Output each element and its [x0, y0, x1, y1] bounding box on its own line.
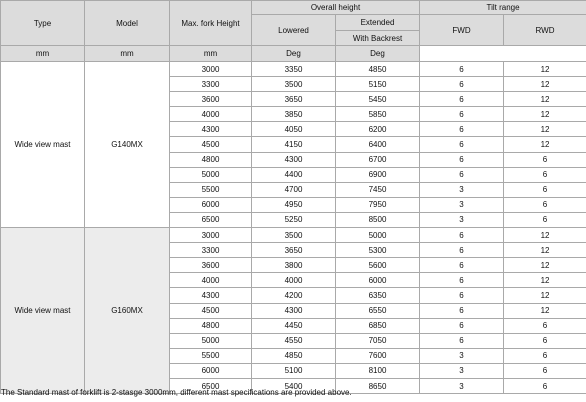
table-row — [1, 62, 586, 77]
cell-extended: 6900 — [336, 167, 420, 182]
cell-rwd: 12 — [504, 273, 586, 288]
cell-max-fork-height: 3300 — [170, 243, 252, 258]
cell-extended: 8500 — [336, 212, 420, 227]
cell-extended: 5000 — [336, 228, 420, 243]
cell-model: G140MX — [85, 62, 170, 228]
cell-rwd: 12 — [504, 243, 586, 258]
header-tilt-range: Tilt range — [420, 1, 586, 15]
cell-type: Wide view mast — [1, 228, 85, 394]
cell-extended: 6000 — [336, 273, 420, 288]
cell-max-fork-height: 3600 — [170, 258, 252, 273]
header-lowered: Lowered — [252, 15, 336, 46]
cell-max-fork-height: 5000 — [170, 167, 252, 182]
cell-max-fork-height: 4300 — [170, 288, 252, 303]
cell-rwd: 12 — [504, 62, 586, 77]
cell-fwd: 6 — [420, 137, 504, 152]
cell-fwd: 3 — [420, 212, 504, 227]
cell-max-fork-height: 6000 — [170, 197, 252, 212]
cell-fwd: 6 — [420, 303, 504, 318]
table-header — [1, 1, 586, 62]
cell-lowered: 5100 — [252, 363, 336, 378]
cell-fwd: 6 — [420, 167, 504, 182]
cell-fwd: 3 — [420, 363, 504, 378]
cell-lowered: 4400 — [252, 167, 336, 182]
cell-max-fork-height: 5000 — [170, 333, 252, 348]
cell-rwd: 12 — [504, 107, 586, 122]
cell-lowered: 3500 — [252, 77, 336, 92]
cell-rwd: 12 — [504, 288, 586, 303]
cell-max-fork-height: 4000 — [170, 273, 252, 288]
cell-rwd: 6 — [504, 212, 586, 227]
cell-extended: 8650 — [336, 378, 420, 393]
cell-rwd: 6 — [504, 182, 586, 197]
cell-rwd: 6 — [504, 363, 586, 378]
cell-lowered: 3650 — [252, 92, 336, 107]
cell-model: G160MX — [85, 228, 170, 394]
unit-rwd: Deg — [336, 46, 420, 62]
cell-lowered: 3500 — [252, 228, 336, 243]
cell-fwd: 3 — [420, 348, 504, 363]
cell-fwd: 6 — [420, 107, 504, 122]
header-type: Type — [1, 1, 85, 46]
cell-max-fork-height: 4800 — [170, 152, 252, 167]
cell-max-fork-height: 4800 — [170, 318, 252, 333]
cell-fwd: 3 — [420, 378, 504, 393]
cell-max-fork-height: 6000 — [170, 363, 252, 378]
cell-lowered: 4300 — [252, 152, 336, 167]
header-overall-height: Overall height — [252, 1, 420, 15]
header-extended: Extended — [336, 15, 420, 31]
cell-fwd: 6 — [420, 333, 504, 348]
table-group-g140mx — [1, 62, 586, 228]
cell-lowered: 5400 — [252, 378, 336, 393]
cell-lowered: 4700 — [252, 182, 336, 197]
cell-rwd: 12 — [504, 303, 586, 318]
cell-fwd: 6 — [420, 77, 504, 92]
cell-lowered: 4950 — [252, 197, 336, 212]
cell-rwd: 6 — [504, 378, 586, 393]
cell-max-fork-height: 5500 — [170, 348, 252, 363]
cell-rwd: 6 — [504, 197, 586, 212]
cell-lowered: 3800 — [252, 258, 336, 273]
unit-max-fork-height: mm — [1, 46, 85, 62]
table-row — [1, 228, 586, 243]
cell-rwd: 6 — [504, 333, 586, 348]
cell-fwd: 6 — [420, 288, 504, 303]
header-max-fork-height: Max. fork Height — [170, 1, 252, 46]
cell-lowered: 4200 — [252, 288, 336, 303]
cell-extended: 6850 — [336, 318, 420, 333]
cell-max-fork-height: 4300 — [170, 122, 252, 137]
cell-max-fork-height: 6500 — [170, 378, 252, 393]
cell-fwd: 6 — [420, 318, 504, 333]
cell-lowered: 4450 — [252, 318, 336, 333]
cell-extended: 5450 — [336, 92, 420, 107]
cell-fwd: 6 — [420, 273, 504, 288]
cell-max-fork-height: 4500 — [170, 137, 252, 152]
cell-extended: 7450 — [336, 182, 420, 197]
cell-extended: 5600 — [336, 258, 420, 273]
cell-lowered: 3850 — [252, 107, 336, 122]
unit-lowered: mm — [85, 46, 170, 62]
cell-max-fork-height: 4500 — [170, 303, 252, 318]
cell-extended: 5300 — [336, 243, 420, 258]
cell-lowered: 4000 — [252, 273, 336, 288]
cell-fwd: 6 — [420, 152, 504, 167]
cell-type: Wide view mast — [1, 62, 85, 228]
cell-extended: 6350 — [336, 288, 420, 303]
unit-fwd: Deg — [252, 46, 336, 62]
cell-rwd: 12 — [504, 258, 586, 273]
cell-max-fork-height: 5500 — [170, 182, 252, 197]
cell-lowered: 3650 — [252, 243, 336, 258]
unit-extended: mm — [170, 46, 252, 62]
cell-lowered: 4300 — [252, 303, 336, 318]
cell-rwd: 12 — [504, 122, 586, 137]
cell-extended: 7600 — [336, 348, 420, 363]
cell-max-fork-height: 6500 — [170, 212, 252, 227]
cell-extended: 5150 — [336, 77, 420, 92]
cell-max-fork-height: 3000 — [170, 62, 252, 77]
header-model: Model — [85, 1, 170, 46]
cell-extended: 6200 — [336, 122, 420, 137]
cell-max-fork-height: 3300 — [170, 77, 252, 92]
cell-max-fork-height: 4000 — [170, 107, 252, 122]
cell-extended: 8100 — [336, 363, 420, 378]
cell-fwd: 6 — [420, 228, 504, 243]
cell-fwd: 3 — [420, 182, 504, 197]
cell-rwd: 12 — [504, 137, 586, 152]
cell-extended: 7950 — [336, 197, 420, 212]
cell-lowered: 4150 — [252, 137, 336, 152]
cell-max-fork-height: 3600 — [170, 92, 252, 107]
cell-fwd: 6 — [420, 258, 504, 273]
header-fwd: FWD — [420, 15, 504, 46]
table-group-g160mx — [1, 228, 586, 394]
cell-lowered: 4050 — [252, 122, 336, 137]
cell-lowered: 4550 — [252, 333, 336, 348]
cell-fwd: 6 — [420, 62, 504, 77]
cell-rwd: 6 — [504, 167, 586, 182]
cell-fwd: 6 — [420, 243, 504, 258]
cell-fwd: 6 — [420, 92, 504, 107]
cell-extended: 6700 — [336, 152, 420, 167]
cell-lowered: 5250 — [252, 212, 336, 227]
cell-extended: 4850 — [336, 62, 420, 77]
cell-rwd: 12 — [504, 228, 586, 243]
cell-max-fork-height: 3000 — [170, 228, 252, 243]
cell-rwd: 6 — [504, 318, 586, 333]
cell-extended: 5850 — [336, 107, 420, 122]
cell-rwd: 6 — [504, 348, 586, 363]
cell-rwd: 6 — [504, 152, 586, 167]
footnote: The Standard mast of forklift is 2-stasge 3000mm, different mast specifications are provided above. — [1, 388, 352, 397]
cell-extended: 6550 — [336, 303, 420, 318]
cell-rwd: 12 — [504, 92, 586, 107]
header-with-backrest: With Backrest — [336, 31, 420, 46]
header-rwd: RWD — [504, 15, 586, 46]
cell-fwd: 3 — [420, 197, 504, 212]
cell-extended: 7050 — [336, 333, 420, 348]
cell-extended: 6400 — [336, 137, 420, 152]
cell-fwd: 6 — [420, 122, 504, 137]
cell-rwd: 12 — [504, 77, 586, 92]
cell-lowered: 3350 — [252, 62, 336, 77]
cell-lowered: 4850 — [252, 348, 336, 363]
